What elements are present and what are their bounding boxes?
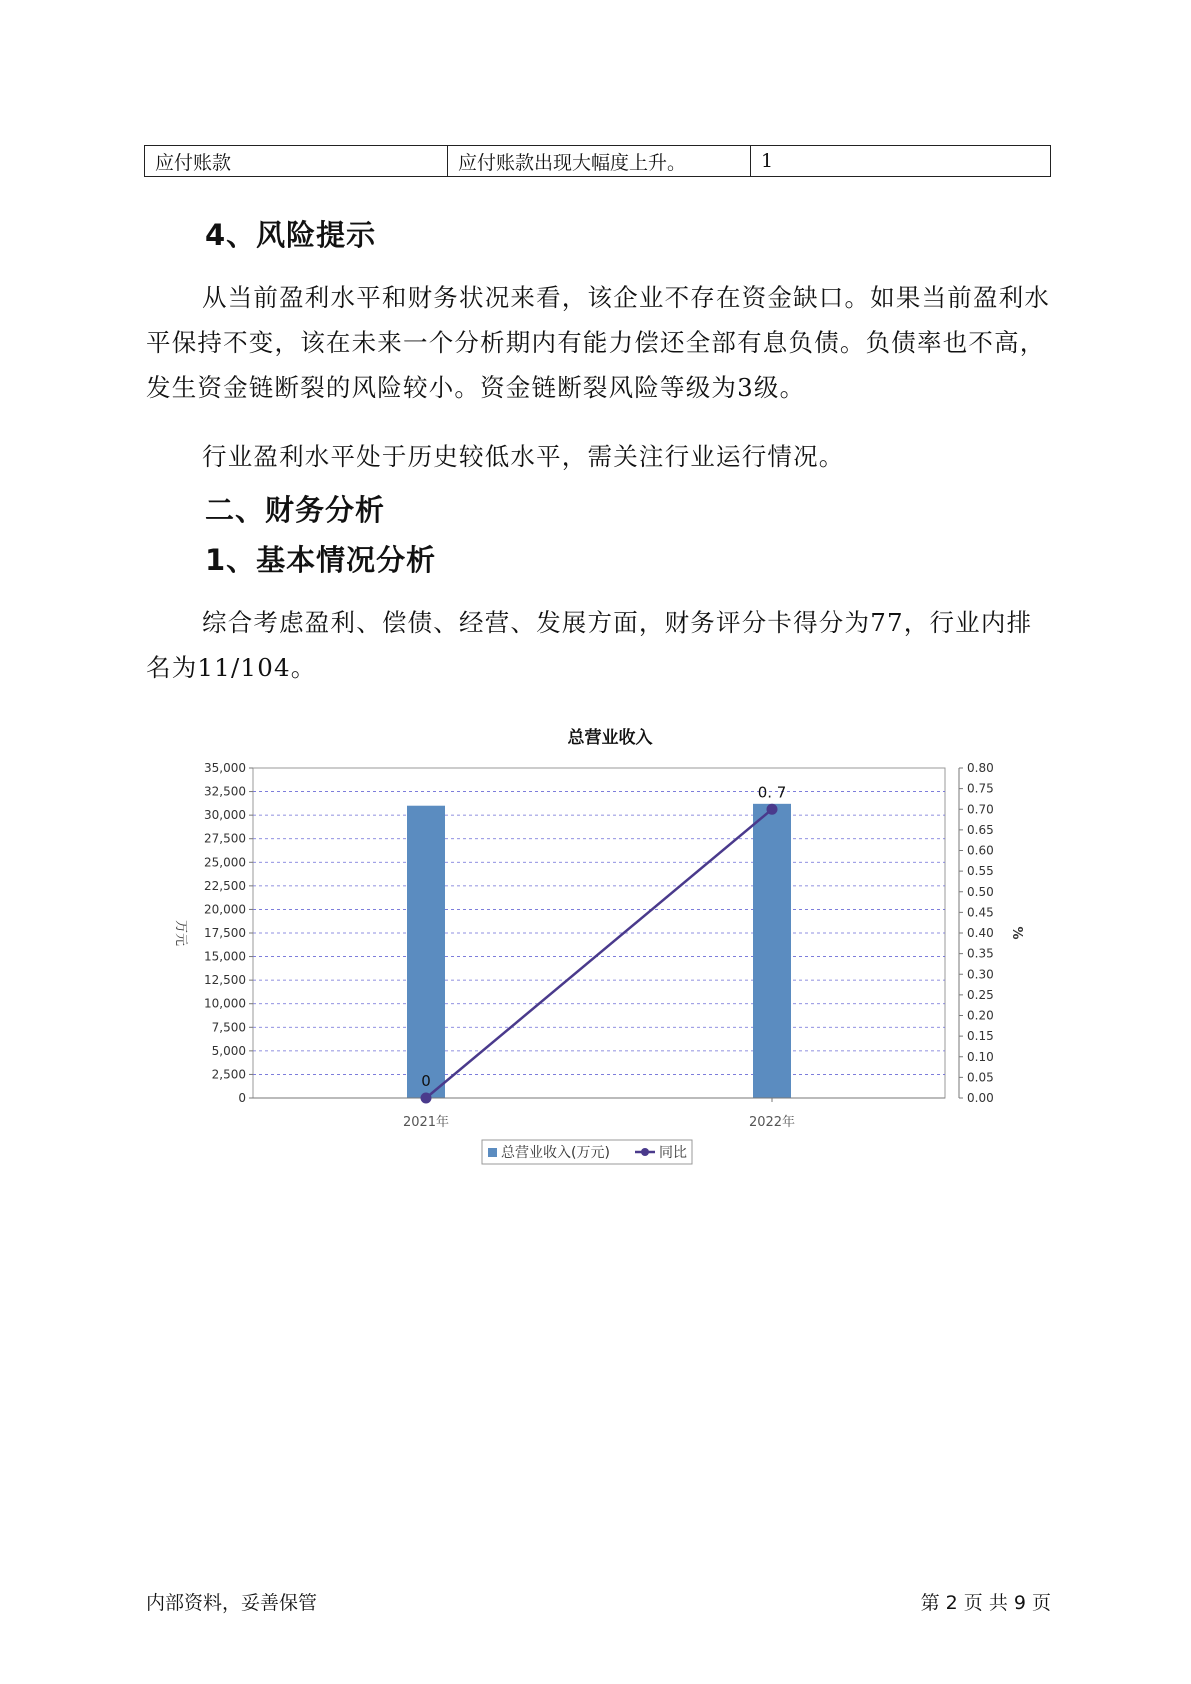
y-tick-label: 15,000: [204, 949, 246, 964]
y-tick-label: 12,500: [204, 973, 246, 988]
risk-heading: 4、风险提示: [205, 218, 377, 252]
bar: [407, 806, 445, 1098]
y-tick-label: 17,500: [204, 926, 246, 940]
table-cell-description: 应付账款出现大幅度上升。: [448, 146, 751, 177]
y2-tick-label: 0.15: [967, 1029, 994, 1044]
data-label: 0: [421, 1072, 431, 1090]
y-tick-label: 30,000: [204, 808, 246, 823]
industry-paragraph: 行业盈利水平处于历史较低水平，需关注行业运行情况。: [202, 442, 845, 471]
table-row: [145, 146, 1051, 177]
y2-tick-label: 0.55: [967, 864, 994, 879]
y-tick-label: 35,000: [204, 761, 246, 775]
line-point: [421, 1093, 432, 1104]
y2-tick-label: 0.45: [967, 905, 994, 920]
y-tick-label: 25,000: [204, 855, 246, 870]
score-paragraph: 综合考虑盈利、偿债、经营、发展方面，财务评分卡得分为77，行业内排名为11/104。: [146, 608, 1033, 682]
y2-tick-label: 0.20: [967, 1008, 994, 1023]
y2-tick-label: 0.50: [967, 884, 994, 899]
finance-heading: 二、财务分析: [205, 493, 386, 527]
y2-tick-label: 0.00: [967, 1091, 994, 1105]
y-tick-label: 7,500: [211, 1020, 246, 1035]
y2-tick-label: 0.35: [967, 946, 994, 961]
y2-tick-label: 0.80: [967, 761, 994, 775]
y-tick-label: 27,500: [204, 831, 246, 846]
chart-canvas: [160, 715, 1060, 1175]
risk-table: [144, 145, 1051, 177]
legend-label-revenue: 总营业收入(万元): [501, 1145, 610, 1161]
y2-tick-label: 0.70: [967, 802, 994, 817]
y-tick-label: 10,000: [204, 996, 246, 1011]
y-tick-label: 2,500: [211, 1067, 246, 1082]
revenue-chart: [160, 715, 1060, 1175]
table-cell-value: 1: [751, 146, 1051, 177]
legend-swatch-marker: [641, 1148, 649, 1156]
x-tick-label: 2022年: [748, 1115, 796, 1130]
table-cell-item: 应付账款: [145, 146, 448, 177]
y2-tick-label: 0.30: [967, 967, 994, 982]
legend-label-yoy: 同比: [659, 1145, 687, 1161]
y-tick-label: 32,500: [204, 784, 246, 799]
risk-paragraph: 从当前盈利水平和财务状况来看，该企业不存在资金缺口。如果当前盈利水平保持不变，该在未来一个分析期内有能力偿还全部有息负债。负债率也不高，发生资金链断裂的风险较小。资金链断裂风险等级为3级。: [146, 283, 1051, 402]
y2-tick-label: 0.25: [967, 987, 994, 1002]
legend-swatch-bar: [488, 1148, 497, 1157]
line-point: [767, 804, 778, 815]
footer-note: 内部资料，妥善保管: [146, 1592, 318, 1614]
y2-tick-label: 0.05: [967, 1070, 994, 1085]
y2-tick-label: 0.10: [967, 1049, 994, 1064]
y2-axis-title: %: [1009, 926, 1024, 940]
y2-tick-label: 0.40: [967, 926, 994, 940]
chart-title: 总营业收入: [567, 728, 653, 748]
bar: [753, 804, 791, 1098]
y-tick-label: 20,000: [204, 902, 246, 917]
y-axis-title: 万元: [173, 919, 188, 947]
y-tick-label: 22,500: [204, 878, 246, 893]
y-tick-label: 5,000: [211, 1043, 246, 1058]
y-tick-label: 0: [238, 1091, 246, 1105]
x-tick-label: 2021年: [402, 1115, 450, 1130]
data-label: 0. 7: [757, 783, 787, 802]
y2-tick-label: 0.75: [967, 781, 994, 796]
page-number: 第 2 页 共 9 页: [920, 1592, 1051, 1614]
y2-tick-label: 0.65: [967, 822, 994, 837]
basic-analysis-heading: 1、基本情况分析: [205, 543, 437, 577]
y2-tick-label: 0.60: [967, 843, 994, 858]
